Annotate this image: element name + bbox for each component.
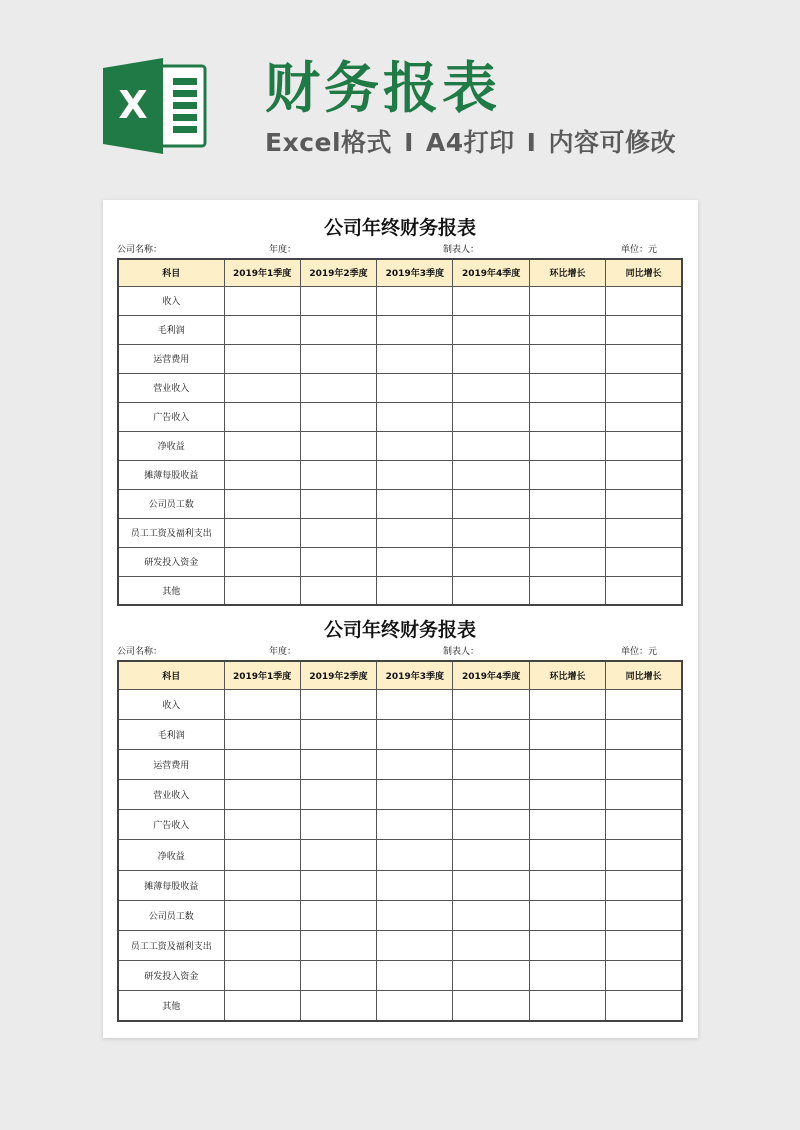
- table-cell[interactable]: [606, 840, 682, 870]
- page-subtitle: [265, 127, 676, 159]
- page-header: [0, 0, 800, 190]
- table-cell[interactable]: [453, 402, 529, 431]
- table-cell[interactable]: [224, 961, 300, 991]
- table-cell[interactable]: [529, 373, 605, 402]
- column-header: 科目: [118, 259, 224, 286]
- table-cell[interactable]: [224, 344, 300, 373]
- table-cell[interactable]: [606, 518, 682, 547]
- table-cell[interactable]: [453, 431, 529, 460]
- report-title: 公司年终财务报表: [323, 217, 476, 239]
- table-cell[interactable]: [224, 780, 300, 810]
- column-header: 2019年1季度: [224, 259, 300, 286]
- table-cell[interactable]: [224, 576, 300, 605]
- table-cell[interactable]: [224, 286, 300, 315]
- table-cell[interactable]: [377, 810, 453, 840]
- table-cell[interactable]: [300, 373, 376, 402]
- row-label: 毛利润: [118, 719, 224, 749]
- table-cell[interactable]: [453, 780, 529, 810]
- table-row: [118, 961, 682, 991]
- table-cell[interactable]: [453, 810, 529, 840]
- table-cell[interactable]: [300, 689, 376, 719]
- document-page: [103, 200, 698, 1038]
- table-cell[interactable]: [606, 315, 682, 344]
- table-cell[interactable]: [453, 840, 529, 870]
- table-cell[interactable]: [377, 689, 453, 719]
- table-cell[interactable]: [300, 719, 376, 749]
- report-table: [117, 660, 683, 1022]
- table-cell[interactable]: [224, 402, 300, 431]
- unit-label: 单位：元: [620, 245, 657, 255]
- table-cell[interactable]: [529, 689, 605, 719]
- table-cell[interactable]: [224, 840, 300, 870]
- table-cell[interactable]: [453, 961, 529, 991]
- row-label: 营业收入: [118, 373, 224, 402]
- table-row: [118, 840, 682, 870]
- table-cell[interactable]: [529, 402, 605, 431]
- table-cell[interactable]: [377, 315, 453, 344]
- table-cell[interactable]: [224, 460, 300, 489]
- table-cell[interactable]: [529, 870, 605, 900]
- table-cell[interactable]: [300, 315, 376, 344]
- table-cell[interactable]: [377, 344, 453, 373]
- table-cell[interactable]: [529, 961, 605, 991]
- table-row: [118, 518, 682, 547]
- table-cell[interactable]: [453, 689, 529, 719]
- table-cell[interactable]: [606, 431, 682, 460]
- table-cell[interactable]: [377, 402, 453, 431]
- row-label: 摊薄每股收益: [118, 870, 224, 900]
- table-cell[interactable]: [529, 991, 605, 1021]
- table-cell[interactable]: [606, 460, 682, 489]
- table-cell[interactable]: [529, 576, 605, 605]
- row-label: 运营费用: [118, 749, 224, 779]
- table-row: [118, 810, 682, 840]
- table-cell[interactable]: [377, 931, 453, 961]
- table-cell[interactable]: [453, 719, 529, 749]
- company-name-label: 公司名称：: [117, 245, 163, 255]
- table-cell[interactable]: [300, 900, 376, 930]
- table-cell[interactable]: [453, 900, 529, 930]
- table-cell[interactable]: [453, 576, 529, 605]
- subtitle-separator: I: [526, 128, 537, 157]
- table-row: [118, 576, 682, 605]
- column-header: 2019年4季度: [453, 259, 529, 286]
- table-cell[interactable]: [300, 931, 376, 961]
- table-cell[interactable]: [606, 719, 682, 749]
- table-cell[interactable]: [529, 547, 605, 576]
- table-cell[interactable]: [606, 870, 682, 900]
- report-title: 公司年终财务报表: [323, 619, 476, 641]
- table-cell[interactable]: [606, 900, 682, 930]
- table-cell[interactable]: [300, 991, 376, 1021]
- table-row: [118, 547, 682, 576]
- column-header: 同比增长: [606, 661, 682, 689]
- column-header: 2019年1季度: [224, 661, 300, 689]
- row-label: 收入: [118, 286, 224, 315]
- row-label: 公司员工数: [118, 900, 224, 930]
- table-cell[interactable]: [224, 518, 300, 547]
- table-row: [118, 431, 682, 460]
- table-cell[interactable]: [300, 749, 376, 779]
- table-cell[interactable]: [224, 749, 300, 779]
- table-row: [118, 286, 682, 315]
- table-cell[interactable]: [606, 547, 682, 576]
- table-row: [118, 870, 682, 900]
- table-cell[interactable]: [606, 810, 682, 840]
- preparer-label: 制表人：: [443, 647, 480, 657]
- table-row: [118, 719, 682, 749]
- table-cell[interactable]: [224, 489, 300, 518]
- table-cell[interactable]: [529, 780, 605, 810]
- row-label: 研发投入资金: [118, 961, 224, 991]
- table-cell[interactable]: [224, 991, 300, 1021]
- table-header-row: [118, 661, 682, 689]
- row-label: 其他: [118, 576, 224, 605]
- table-cell[interactable]: [606, 344, 682, 373]
- column-header: 2019年3季度: [377, 259, 453, 286]
- table-cell[interactable]: [453, 547, 529, 576]
- table-cell[interactable]: [453, 870, 529, 900]
- table-cell[interactable]: [606, 402, 682, 431]
- table-cell[interactable]: [377, 518, 453, 547]
- table-row: [118, 900, 682, 930]
- table-cell[interactable]: [377, 900, 453, 930]
- row-label: 广告收入: [118, 810, 224, 840]
- subtitle-print: A4打印: [425, 128, 515, 157]
- column-header: 科目: [118, 661, 224, 689]
- table-cell[interactable]: [300, 286, 376, 315]
- table-cell[interactable]: [453, 344, 529, 373]
- table-cell[interactable]: [300, 547, 376, 576]
- column-header: 2019年2季度: [300, 259, 376, 286]
- table-cell[interactable]: [377, 780, 453, 810]
- table-cell[interactable]: [377, 489, 453, 518]
- table-row: [118, 460, 682, 489]
- table-cell[interactable]: [224, 315, 300, 344]
- table-cell[interactable]: [300, 810, 376, 840]
- table-cell[interactable]: [377, 749, 453, 779]
- column-header: 2019年4季度: [453, 661, 529, 689]
- table-cell[interactable]: [300, 840, 376, 870]
- table-row: [118, 315, 682, 344]
- table-cell[interactable]: [606, 489, 682, 518]
- table-cell[interactable]: [224, 810, 300, 840]
- subtitle-format: Excel格式: [265, 128, 393, 157]
- table-cell[interactable]: [377, 870, 453, 900]
- table-cell[interactable]: [529, 749, 605, 779]
- row-label: 广告收入: [118, 402, 224, 431]
- year-label: 年度：: [269, 245, 297, 255]
- table-cell[interactable]: [377, 840, 453, 870]
- column-header: 同比增长: [606, 259, 682, 286]
- table-cell[interactable]: [606, 749, 682, 779]
- table-header-row: [118, 259, 682, 286]
- table-cell[interactable]: [224, 431, 300, 460]
- table-cell[interactable]: [377, 431, 453, 460]
- table-cell[interactable]: [377, 460, 453, 489]
- table-cell[interactable]: [377, 286, 453, 315]
- table-cell[interactable]: [606, 780, 682, 810]
- company-name-label: 公司名称：: [117, 647, 163, 657]
- table-cell[interactable]: [224, 931, 300, 961]
- table-cell[interactable]: [529, 344, 605, 373]
- table-cell[interactable]: [377, 991, 453, 1021]
- table-cell[interactable]: [300, 961, 376, 991]
- logo-letter: X: [118, 83, 148, 127]
- table-cell[interactable]: [300, 780, 376, 810]
- table-cell[interactable]: [529, 840, 605, 870]
- table-cell[interactable]: [529, 518, 605, 547]
- table-cell[interactable]: [300, 518, 376, 547]
- table-row: [118, 689, 682, 719]
- row-label: 其他: [118, 991, 224, 1021]
- row-label: 员工工资及福利支出: [118, 518, 224, 547]
- table-cell[interactable]: [300, 344, 376, 373]
- row-label: 摊薄每股收益: [118, 460, 224, 489]
- table-cell[interactable]: [529, 489, 605, 518]
- page-title: 财务报表: [265, 56, 502, 120]
- table-cell[interactable]: [529, 315, 605, 344]
- table-cell[interactable]: [300, 870, 376, 900]
- table-cell[interactable]: [453, 286, 529, 315]
- table-row: [118, 344, 682, 373]
- unit-label: 单位：元: [620, 647, 657, 657]
- row-label: 运营费用: [118, 344, 224, 373]
- table-cell[interactable]: [453, 315, 529, 344]
- column-header: 2019年2季度: [300, 661, 376, 689]
- table-cell[interactable]: [529, 931, 605, 961]
- table-cell[interactable]: [300, 431, 376, 460]
- row-label: 营业收入: [118, 780, 224, 810]
- row-label: 净收益: [118, 840, 224, 870]
- table-row: [118, 373, 682, 402]
- row-label: 毛利润: [118, 315, 224, 344]
- year-label: 年度：: [269, 647, 297, 657]
- table-cell[interactable]: [377, 373, 453, 402]
- table-cell[interactable]: [453, 991, 529, 1021]
- table-cell[interactable]: [377, 547, 453, 576]
- excel-icon: [103, 58, 209, 154]
- row-label: 净收益: [118, 431, 224, 460]
- table-cell[interactable]: [453, 518, 529, 547]
- table-cell[interactable]: [377, 961, 453, 991]
- table-cell[interactable]: [453, 749, 529, 779]
- table-cell[interactable]: [529, 900, 605, 930]
- table-row: [118, 749, 682, 779]
- table-row: [118, 991, 682, 1021]
- row-label: 员工工资及福利支出: [118, 931, 224, 961]
- table-cell[interactable]: [606, 286, 682, 315]
- table-cell[interactable]: [224, 689, 300, 719]
- table-cell[interactable]: [529, 431, 605, 460]
- report-meta: [117, 644, 683, 660]
- table-cell[interactable]: [300, 489, 376, 518]
- table-cell[interactable]: [529, 810, 605, 840]
- table-cell[interactable]: [529, 719, 605, 749]
- table-row: [118, 489, 682, 518]
- table-cell[interactable]: [377, 576, 453, 605]
- table-cell[interactable]: [224, 870, 300, 900]
- financial-report: [117, 618, 683, 1022]
- subtitle-separator: I: [404, 128, 414, 157]
- table-cell[interactable]: [606, 931, 682, 961]
- subtitle-editable: 内容可修改: [548, 128, 676, 157]
- table-cell[interactable]: [453, 489, 529, 518]
- table-row: [118, 402, 682, 431]
- row-label: 公司员工数: [118, 489, 224, 518]
- report-meta: [117, 242, 683, 258]
- column-header: 2019年3季度: [377, 661, 453, 689]
- table-cell[interactable]: [606, 689, 682, 719]
- table-cell[interactable]: [300, 402, 376, 431]
- table-cell[interactable]: [529, 286, 605, 315]
- table-cell[interactable]: [453, 373, 529, 402]
- table-cell[interactable]: [300, 460, 376, 489]
- table-cell[interactable]: [606, 576, 682, 605]
- row-label: 收入: [118, 689, 224, 719]
- preparer-label: 制表人：: [443, 245, 480, 255]
- table-cell[interactable]: [224, 900, 300, 930]
- table-cell[interactable]: [453, 931, 529, 961]
- row-label: 研发投入资金: [118, 547, 224, 576]
- column-header: 环比增长: [529, 661, 605, 689]
- table-cell[interactable]: [224, 719, 300, 749]
- table-cell[interactable]: [224, 547, 300, 576]
- table-row: [118, 780, 682, 810]
- table-cell[interactable]: [606, 373, 682, 402]
- table-cell[interactable]: [606, 961, 682, 991]
- report-table: [117, 258, 683, 606]
- table-row: [118, 931, 682, 961]
- table-cell[interactable]: [377, 719, 453, 749]
- column-header: 环比增长: [529, 259, 605, 286]
- table-cell[interactable]: [453, 460, 529, 489]
- table-cell[interactable]: [300, 576, 376, 605]
- table-cell[interactable]: [529, 460, 605, 489]
- financial-report: [117, 216, 683, 606]
- table-cell[interactable]: [606, 991, 682, 1021]
- table-cell[interactable]: [224, 373, 300, 402]
